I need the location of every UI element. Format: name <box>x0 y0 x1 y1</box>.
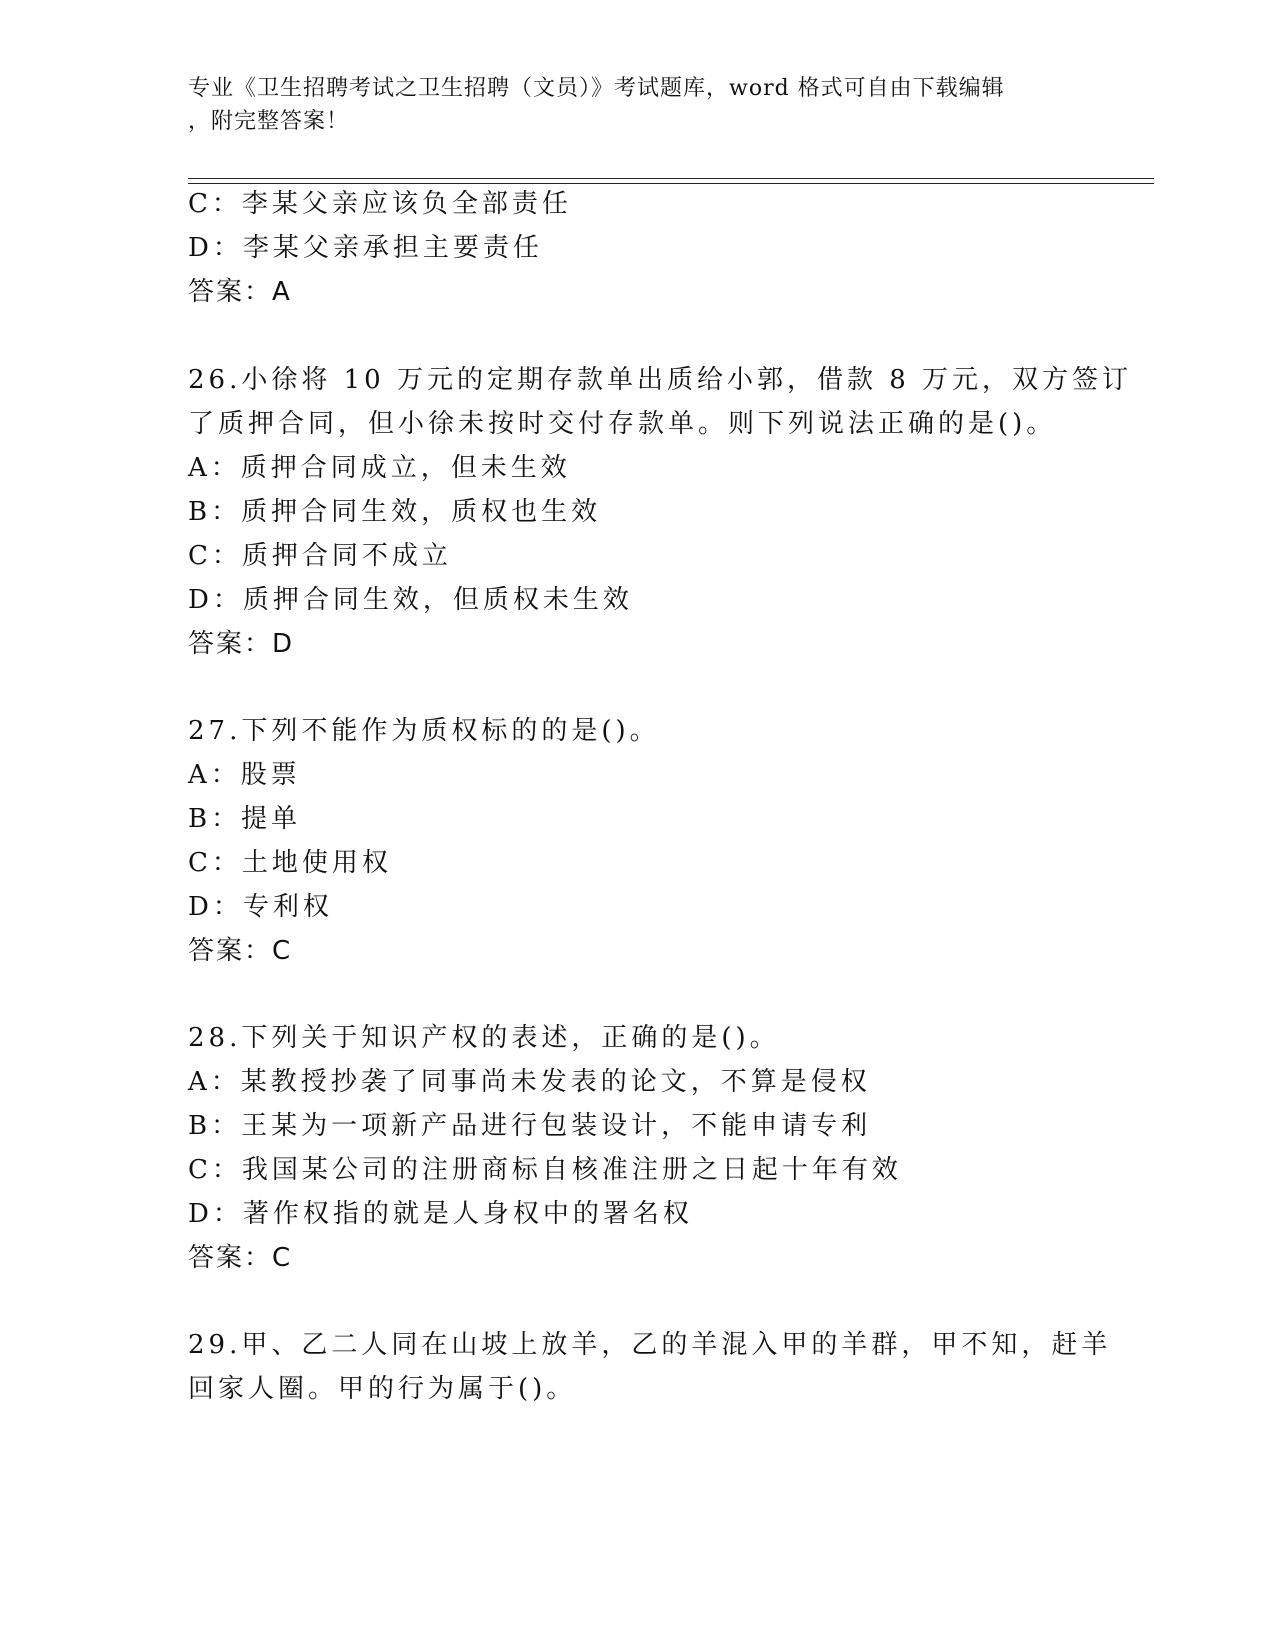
prev-answer: 答案：A <box>188 277 292 307</box>
q29-stem-line-2: 回家人圈。甲的行为属于()。 <box>188 1374 577 1404</box>
q27-option-c: C：土地使用权 <box>188 848 392 878</box>
q28-answer: 答案：C <box>188 1243 293 1273</box>
header-line-2: ，附完整答案！ <box>188 109 350 134</box>
prev-option-d: D：李某父亲承担主要责任 <box>188 233 543 263</box>
q27-answer: 答案：C <box>188 936 293 966</box>
q26-option-b: B：质押合同生效，质权也生效 <box>188 497 602 527</box>
q26-option-c: C：质押合同不成立 <box>188 541 452 571</box>
document-header <box>188 72 1068 138</box>
q27-option-a: A：股票 <box>188 760 301 790</box>
q28-option-b: B：王某为一项新产品进行包装设计，不能申请专利 <box>188 1111 872 1141</box>
header-divider-bottom <box>188 183 1154 184</box>
header-divider-top <box>188 178 1154 179</box>
q28-option-d: D：著作权指的就是人身权中的署名权 <box>188 1199 693 1229</box>
q29-stem-line-1: 29.甲、乙二人同在山坡上放羊，乙的羊混入甲的羊群，甲不知，赶羊 <box>188 1330 1112 1360</box>
q28-stem-line-1: 28.下列关于知识产权的表述，正确的是()。 <box>188 1023 780 1053</box>
prev-option-c: C：李某父亲应该负全部责任 <box>188 189 572 219</box>
q26-option-d: D：质押合同生效，但质权未生效 <box>188 585 633 615</box>
q27-option-d: D：专利权 <box>188 892 333 922</box>
q26-stem-line-1: 26.小徐将 10 万元的定期存款单出质给小郭，借款 8 万元，双方签订 <box>188 365 1133 395</box>
q28-option-a: A：某教授抄袭了同事尚未发表的论文，不算是侵权 <box>188 1067 871 1097</box>
q27-stem-line-1: 27.下列不能作为质权标的的是()。 <box>188 716 660 746</box>
q26-stem-line-2: 了质押合同，但小徐未按时交付存款单。则下列说法正确的是()。 <box>188 409 1057 439</box>
q28-option-c: C：我国某公司的注册商标自核准注册之日起十年有效 <box>188 1155 902 1185</box>
q27-option-b: B：提单 <box>188 804 302 834</box>
header-line-1: 专业《卫生招聘考试之卫生招聘（文员）》考试题库，word 格式可自由下载编辑 <box>188 76 1005 101</box>
q26-answer: 答案：D <box>188 629 295 659</box>
q26-option-a: A：质押合同成立，但未生效 <box>188 453 571 483</box>
